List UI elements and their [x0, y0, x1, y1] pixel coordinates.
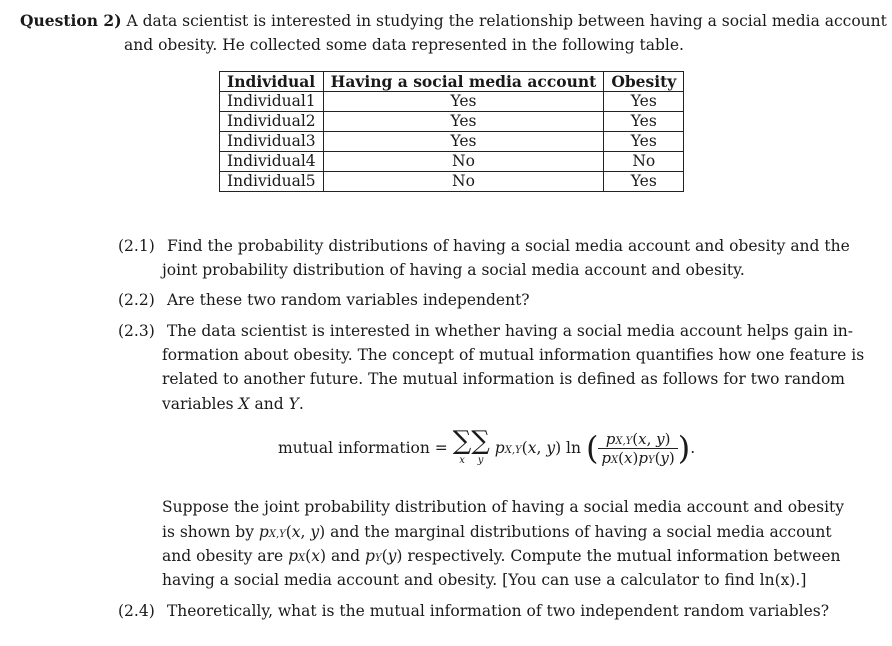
- part-2-3-after-line2: [162, 522, 832, 545]
- after3-mid: and: [326, 547, 366, 565]
- line4-and: and: [249, 395, 289, 413]
- part-2-2-text: Are these two random variables independent?: [166, 291, 530, 309]
- part-2-1-line2: joint probability distribution of having a social media account and obesity.: [162, 261, 745, 279]
- part-2-4-text: Theoretically, what is the mutual information of two independent random variables?: [166, 602, 830, 620]
- cell-individual: Individual1: [220, 92, 324, 112]
- mutual-information-formula: mutual information = ∑ x ∑ y pX,Y(x, y) ln ( $\frac{pX,Y(x, y)}{pX(x)pY(y)}$ ).: [278, 426, 696, 467]
- table-row: [220, 132, 684, 152]
- sum-x-icon: ∑ x: [452, 426, 472, 466]
- cell-obesity: Yes: [604, 92, 684, 112]
- after2-pre: is shown by: [162, 523, 259, 541]
- cell-social-media: Yes: [323, 112, 604, 132]
- part-2-3-after-line4: having a social media account and obesity. [You can use a calculator to find ln(x).]: [162, 571, 807, 589]
- cell-individual: Individual2: [220, 112, 324, 132]
- part-2-2-number: (2.2): [118, 291, 155, 309]
- left-paren-icon: (: [585, 429, 599, 467]
- table-row: [220, 152, 684, 172]
- question-intro-line2: and obesity. He collected some data represented in the following table.: [124, 36, 684, 54]
- part-2-3-line2: formation about obesity. The concept of mutual information quantifies how one feature is: [162, 346, 865, 364]
- header-social-media: Having a social media account: [323, 72, 604, 92]
- right-paren-icon: ): [677, 429, 691, 467]
- header-individual: Individual: [220, 72, 324, 92]
- cell-individual: Individual4: [220, 152, 324, 172]
- part-2-3-after-line3: [162, 546, 840, 569]
- formula-fraction: $\frac{pX,Y(x, y)}{pX(x)pY(y)}$: [598, 430, 677, 467]
- cell-social-media: Yes: [323, 132, 604, 152]
- table-row: [220, 112, 684, 132]
- part-2-1-text: Find the probability distributions of having a social media account and obesity and the: [166, 237, 850, 255]
- question-intro-line1: [20, 11, 887, 31]
- part-2-2-line1: [118, 290, 530, 310]
- part-2-3-number: (2.3): [118, 322, 155, 340]
- table-header-row: [220, 72, 684, 92]
- part-2-3-line3: related to another future. The mutual information is defined as follows for two random: [162, 370, 845, 388]
- cell-individual: Individual5: [220, 172, 324, 192]
- after3-post: respectively. Compute the mutual information between: [402, 547, 841, 565]
- marginal-x-symbol: pX(x): [288, 547, 327, 565]
- cell-individual: Individual3: [220, 132, 324, 152]
- part-2-3-line1: [118, 321, 853, 341]
- joint-dist-symbol: pX,Y(x, y): [258, 523, 326, 541]
- formula-term: pX,Y(x, y) ln: [494, 439, 581, 457]
- part-2-1-number: (2.1): [118, 237, 155, 255]
- cell-obesity: Yes: [604, 172, 684, 192]
- part-2-3-text: The data scientist is interested in whether having a social media account helps gain in-: [166, 322, 854, 340]
- part-2-4-number: (2.4): [118, 602, 155, 620]
- line4-end: .: [298, 395, 304, 413]
- marginal-y-symbol: pY(y): [365, 547, 403, 565]
- table-row: [220, 92, 684, 112]
- cell-obesity: No: [604, 152, 684, 172]
- sum-y-icon: ∑ y: [471, 426, 490, 466]
- var-y: Y: [288, 395, 299, 413]
- part-2-3-after-line1: Suppose the joint probability distribution of having a social media account and obesity: [162, 498, 845, 516]
- part-2-4-line1: [118, 601, 829, 621]
- cell-obesity: Yes: [604, 132, 684, 152]
- after3-pre: and obesity are: [162, 547, 289, 565]
- intro-text-1: A data scientist is interested in studying the relationship between having a social media account: [126, 12, 887, 30]
- line4-pre: variables: [162, 395, 239, 413]
- var-x: X: [238, 395, 250, 413]
- table-row: [220, 172, 684, 192]
- cell-obesity: Yes: [604, 112, 684, 132]
- part-2-1-line1: [118, 236, 850, 256]
- question-label: Question 2): [20, 11, 122, 30]
- after2-post: and the marginal distributions of having a social media account: [325, 523, 832, 541]
- header-obesity: Obesity: [604, 72, 684, 92]
- data-table: [219, 71, 684, 192]
- formula-label: mutual information =: [278, 439, 448, 457]
- cell-social-media: Yes: [323, 92, 604, 112]
- part-2-3-line4: [162, 394, 304, 414]
- cell-social-media: No: [323, 172, 604, 192]
- cell-social-media: No: [323, 152, 604, 172]
